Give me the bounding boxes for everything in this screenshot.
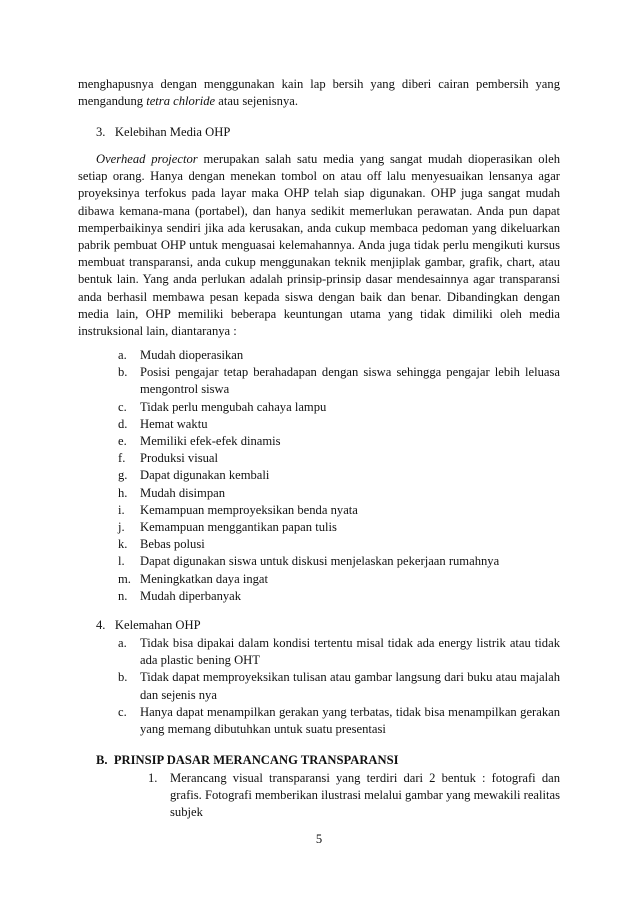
list-item [148, 770, 560, 822]
section-b-letter: B. [96, 753, 108, 767]
list-marker: b. [118, 365, 128, 380]
list-item-text: Hanya dapat menampilkan gerakan yang terbatas, tidak bisa menampilkan gerakan yang memang dibutuhkan untuk suatu presentasi [140, 704, 560, 737]
list-item [118, 364, 560, 398]
list-marker: i. [118, 502, 125, 517]
page-number: 5 [315, 832, 323, 846]
list-marker: d. [118, 416, 128, 431]
section-b-list [148, 770, 560, 822]
list-marker: e. [118, 434, 127, 449]
list-marker: f. [118, 451, 126, 466]
list-marker: 1. [148, 771, 158, 785]
intro-text-end: atau sejenisnya. [215, 94, 298, 109]
list-item-text: Mudah diperbanyak [140, 588, 242, 603]
list-item [118, 571, 560, 588]
list-item [118, 536, 560, 553]
list-item-text: Tidak perlu mengubah cahaya lampu [140, 399, 327, 414]
section-4-number: 4. [96, 618, 106, 632]
list-item-text: Hemat waktu [140, 416, 208, 431]
list-item-text: Tidak bisa dipakai dalam kondisi tertentu misal tidak ada energy listrik atau tidak ada plastic bening OHT [140, 636, 560, 668]
intro-paragraph [78, 76, 560, 110]
list-marker: b. [118, 670, 128, 685]
list-marker: a. [118, 636, 127, 650]
list-marker: c. [118, 399, 127, 414]
list-item-text: Produksi visual [140, 451, 219, 466]
list-marker: k. [118, 537, 128, 552]
list-item [118, 588, 560, 605]
list-item [118, 553, 560, 570]
list-item-text: Kemampuan memproyeksikan benda nyata [140, 502, 358, 517]
section-4-title: Kelemahan OHP [114, 618, 201, 632]
list-item-text: Memiliki efek-efek dinamis [140, 434, 281, 449]
list-item-text: Tidak dapat memproyeksikan tulisan atau gambar langsung dari buku atau majalah dan sejenis nya [140, 670, 560, 702]
advantages-list [118, 347, 560, 605]
list-item-text: Bebas polusi [140, 537, 205, 552]
list-marker: n. [118, 588, 128, 603]
section-3-number: 3. [96, 125, 106, 139]
list-marker: m. [118, 571, 131, 586]
list-item-text: Mudah disimpan [140, 485, 226, 500]
list-marker: h. [118, 485, 128, 500]
list-item [118, 433, 560, 450]
list-item [118, 704, 560, 738]
list-item [118, 519, 560, 536]
section-b-title: PRINSIP DASAR MERANCANG TRANSPARANSI [113, 753, 399, 767]
list-item [118, 485, 560, 502]
section-3-italic-term: Overhead projector [96, 152, 198, 166]
list-item-text: Dapat digunakan kembali [140, 468, 270, 483]
list-marker: l. [118, 554, 125, 569]
list-item-text: Meningkatkan daya ingat [140, 571, 268, 586]
list-item [118, 635, 560, 669]
list-item [118, 450, 560, 467]
list-item-text: Merancang visual transparansi yang terdiri dari 2 bentuk : fotografi dan grafis. Fotografi memberikan ilustrasi melalui gambar yang mewakili realitas subjek [170, 771, 560, 820]
list-item-text: Mudah dioperasikan [140, 348, 244, 362]
list-marker: a. [118, 348, 127, 362]
list-item-text: Posisi pengajar tetap berahadapan dengan siswa sehingga pengajar lebih leluasa mengontrol siswa [140, 365, 560, 397]
list-marker: g. [118, 468, 128, 483]
intro-text: menghapusnya dengan menggunakan kain lap bersih yang diberi cairan pembersih yang mengandung [78, 77, 560, 109]
list-item [118, 669, 560, 703]
list-marker: c. [118, 704, 127, 719]
list-item-text: Kemampuan menggantikan papan tulis [140, 520, 337, 535]
list-item-text: Dapat digunakan siswa untuk diskusi menjelaskan pekerjaan rumahnya [140, 554, 500, 569]
intro-italic-term: tetra chloride [146, 94, 216, 109]
section-3-title: Kelebihan Media OHP [114, 125, 231, 139]
list-marker: j. [118, 520, 125, 535]
section-b-heading [96, 752, 399, 769]
disadvantages-list [118, 635, 560, 738]
section-4-heading [96, 617, 201, 634]
list-item [118, 399, 560, 416]
section-3-paragraph [78, 151, 560, 340]
section-3-body: merupakan salah satu media yang sangat mudah dioperasikan oleh setiap orang. Hanya dengan menekan tombol on atau off lalu menyesuaikan lensanya agar proyeksinya terfokus pada layar maka OHP telah siap digunakan. OHP juga sangat mudah dibawa kemana-mana (portabel), dan hanya sedikit memerlukan perawatan. Anda pun dapat memperbaikinya sendiri jika ada kerusakan, anda cukup membaca pedoman yang dikeluarkan pabrik pembuat OHP untuk menguasai kelemahannya. Anda juga tidak perlu mengikuti kursus membuat transparansi, anda cukup menggunakan teknik menjiplak gambar, grafik, chart, atau bentuk lain. Yang anda perlukan adalah prinsip-prinsip dasar mendesainnya agar transparansi anda berhasil membawa pesan kepada siswa dengan baik dan benar. Dibandingkan dengan media lain, OHP memiliki beberapa keuntungan utama yang tidak dimiliki oleh media instruksional lain, diantaranya : [78, 152, 560, 339]
list-item [118, 502, 560, 519]
section-3-heading [96, 124, 230, 141]
list-item [118, 347, 560, 364]
list-item [118, 467, 560, 484]
list-item [118, 416, 560, 433]
